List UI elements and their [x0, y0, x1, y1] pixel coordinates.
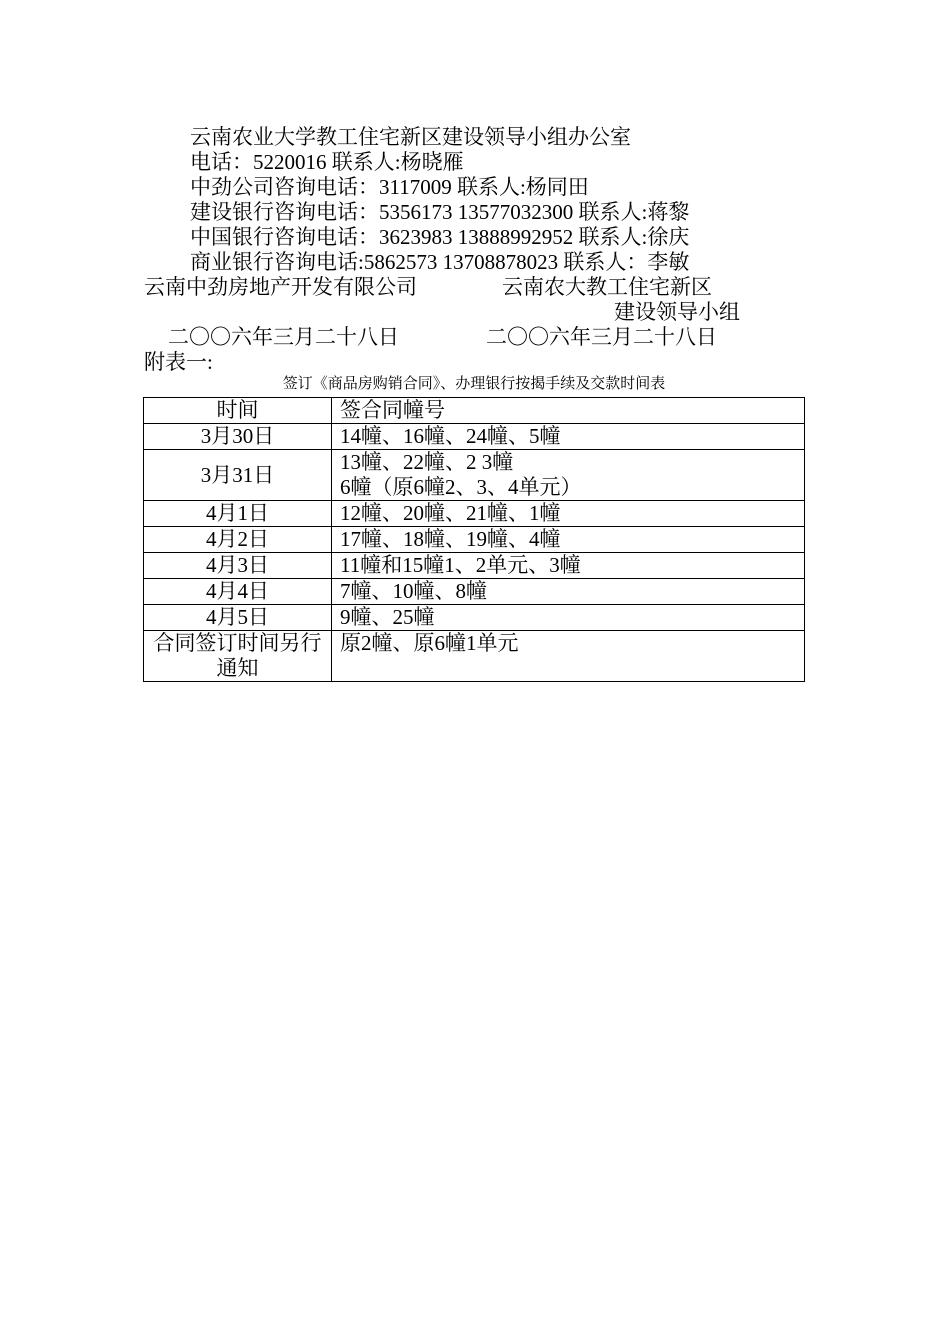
table-row [144, 631, 805, 682]
table-row [144, 527, 805, 553]
row-date: 4月3日 [144, 553, 332, 579]
schedule-table [143, 397, 805, 682]
table-row [144, 605, 805, 631]
row-buildings: 原2幢、原6幢1单元 [332, 631, 805, 682]
row-buildings: 9幢、25幢 [332, 605, 805, 631]
row-buildings: 13幢、22幢、2 3幢 6幢（原6幢2、3、4单元） [332, 450, 805, 501]
appendix-label: 附表一: [144, 350, 213, 374]
table-caption: 签订《商品房购销合同》、办理银行按揭手续及交款时间表 [282, 376, 666, 392]
zhongjin-phone: 中劲公司咨询电话：3117009 联系人:杨同田 [190, 175, 589, 199]
header-buildings: 签合同幢号 [332, 398, 805, 424]
boc-phone: 中国银行咨询电话：3623983 13888992952 联系人:徐庆 [190, 225, 690, 249]
row-date: 4月4日 [144, 579, 332, 605]
right-org-name-line2: 建设领导小组 [614, 300, 740, 324]
table-header-row [144, 398, 805, 424]
row-buildings: 11幢和15幢1、2单元、3幢 [332, 553, 805, 579]
office-name: 云南农业大学教工住宅新区建设领导小组办公室 [190, 125, 631, 149]
left-org-name: 云南中劲房地产开发有限公司 [144, 275, 417, 299]
header-time: 时间 [144, 398, 332, 424]
table-row [144, 553, 805, 579]
row-date: 合同签订时间另行通知 [144, 631, 332, 682]
commercial-bank-phone: 商业银行咨询电话:5862573 13708878023 联系人：李敏 [190, 250, 690, 274]
row-buildings: 17幢、18幢、19幢、4幢 [332, 527, 805, 553]
row-date: 3月31日 [144, 450, 332, 501]
ccb-phone: 建设银行咨询电话：5356173 13577032300 联系人:蒋黎 [190, 200, 690, 224]
row-date: 4月1日 [144, 501, 332, 527]
row-date: 3月30日 [144, 424, 332, 450]
row-buildings: 12幢、20幢、21幢、1幢 [332, 501, 805, 527]
table-row [144, 450, 805, 501]
table-row [144, 501, 805, 527]
table-row [144, 579, 805, 605]
row-buildings: 7幢、10幢、8幢 [332, 579, 805, 605]
table-row [144, 424, 805, 450]
left-date: 二〇〇六年三月二十八日 [168, 325, 399, 349]
right-org-name-line1: 云南农大教工住宅新区 [502, 275, 712, 299]
right-date: 二〇〇六年三月二十八日 [486, 325, 717, 349]
row-date: 4月5日 [144, 605, 332, 631]
row-buildings: 14幢、16幢、24幢、5幢 [332, 424, 805, 450]
office-phone: 电话：5220016 联系人:杨晓雁 [190, 150, 464, 174]
row-date: 4月2日 [144, 527, 332, 553]
